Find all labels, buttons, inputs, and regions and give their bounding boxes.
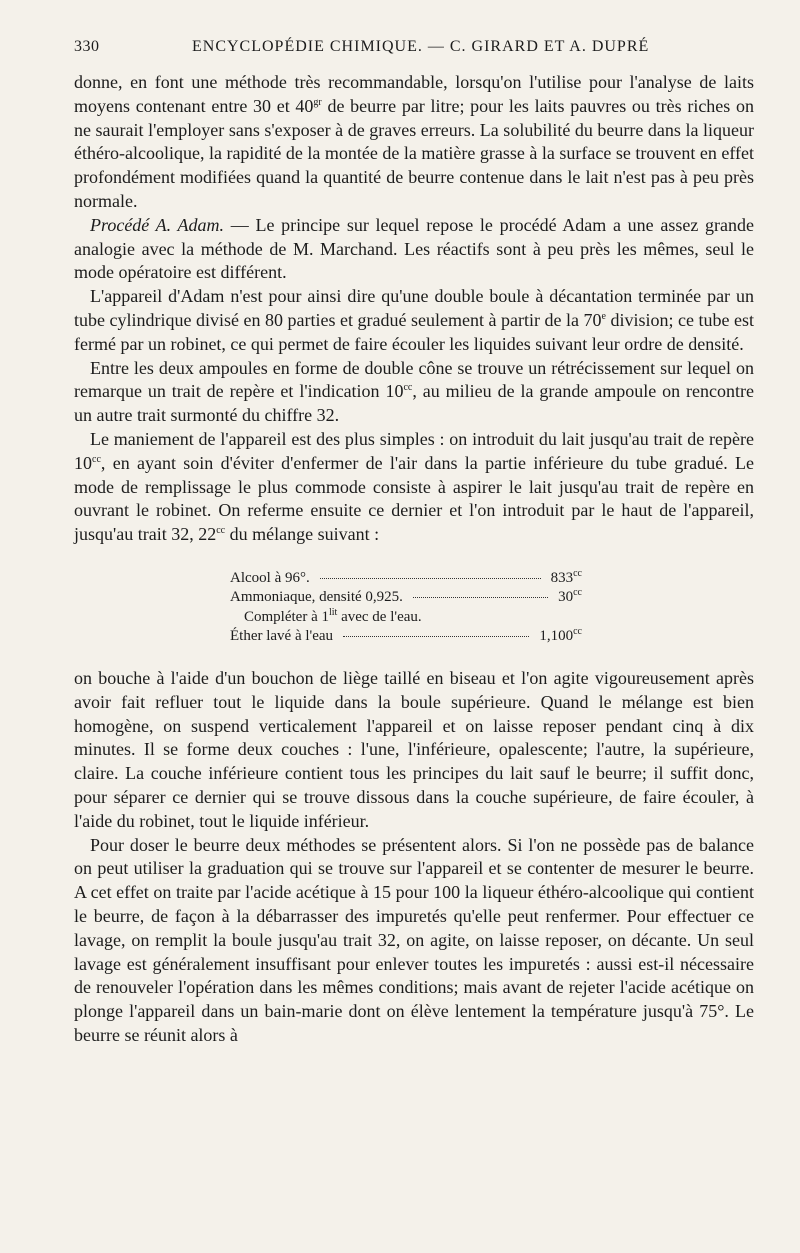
paragraph-5: Le maniement de l'appareil est des plus simples : on introduit du lait jusqu'au trait de repère $10^{cc}$, en ayant soin d'éviter d'enfermer de l'air dans la partie inférieure du tube gradué. Le mode de remplissage le plus commode consiste à aspirer le lait jusqu'au trait de repère en ouvrant le robinet. On referme ensuite ce dernier et l'on introduit par le haut de l'appareil, jusqu'au trait 32, $22^{cc}$ du mélange suivant : bbox=[74, 428, 754, 545]
page-body bbox=[74, 71, 754, 1048]
paragraph-1: donne, en font une méthode très recommandable, lorsqu'on l'utilise pour l'analyse de laits moyens contenant entre 30 et $40^{gr}$ de beurre par litre; pour les laits pauvres ou très riches on ne saurait l'employer sans s'exposer à de graves erreurs. La solubilité du beurre dans la liqueur éthéro-alcoolique, la rapidité de la montée de la matière grasse à la surface se trouvent en effet profondément modifiées quand la quantité de beurre contenue dans le lait n'est pas à peu près normale. bbox=[74, 72, 754, 211]
superscript-cc: cc bbox=[216, 525, 226, 537]
superscript-grams: gr bbox=[313, 96, 322, 108]
dot-leader bbox=[343, 636, 529, 637]
paragraph-3: L'appareil d'Adam n'est pour ainsi dire qu'une double boule à décantation terminée par un tube cylindrique divisé en 80 parties et gradué seulement à partir de la 70e division; ce tube est fermé par un robinet, ce qui permet de faire écouler les liquides suivant leur ordre de densité. bbox=[74, 286, 754, 354]
formula-row-ether: Éther lavé à l'eau 1,100$^{cc}$ bbox=[230, 626, 582, 645]
formula-row-ammonia: Ammoniaque, densité 0,925. $30^{cc}$ bbox=[230, 587, 582, 606]
reagent-mixture-list bbox=[230, 569, 582, 647]
dot-leader bbox=[320, 578, 541, 579]
section-heading-adam: Procédé A. Adam. bbox=[90, 214, 225, 235]
paragraph-4: Entre les deux ampoules en forme de double cône se trouve un rétrécissement sur lequel on remarque un trait de repère et l'indication $10^{cc}$, au milieu de la grande ampoule on rencontre un autre trait surmonté du chiffre 32. bbox=[74, 357, 754, 426]
paragraph-6: on bouche à l'aide d'un bouchon de liège taillé en biseau et l'on agite vigoureusement après avoir fait refluer tout le liquide dans la boule supérieure. Quand le mélange est bien homogène, on suspend verticalement l'appareil et on laisse reposer pendant cinq à dix minutes. Il se forme deux couches : l'une, l'inférieure, opalescente; l'autre, la supérieure, claire. La couche inférieure contient tous les principes du lait sauf le beurre; il suffit donc, pour séparer ce dernier qui se trouve dissous dans la couche supérieure, de faire écouler, à l'aide du robinet, tout le liquide inférieur. bbox=[74, 667, 754, 831]
running-head bbox=[74, 38, 754, 64]
superscript-cc: cc bbox=[403, 382, 413, 394]
dot-leader bbox=[413, 597, 548, 598]
superscript-cc: cc bbox=[92, 453, 101, 465]
paragraph-2: Procédé A. Adam. — Le principe sur lequel repose le procédé Adam a une assez grande analogie avec la méthode de M. Marchand. Les réactifs sont à peu près les mêmes, seul le mode opératoire est différent. bbox=[74, 214, 755, 283]
superscript-ordinal: e bbox=[601, 310, 606, 322]
paragraph-7: Pour doser le beurre deux méthodes se présentent alors. Si l'on ne possède pas de balance on peut utiliser la graduation qui se trouve sur l'appareil et se contenter de mesurer le beurre. A cet effet on traite par l'acide acétique à 15 pour 100 la liqueur éthéro-alcoolique qui contient le beurre, de façon à la débarrasser des impuretés qu'elle peut renfermer. Pour effectuer ce lavage, on remplit la boule jusqu'au trait 32, on agite, on laisse reposer, on décante. Un seul lavage est généralement insuffisant pour enlever toutes les impuretés : aussi est-il nécessaire de renouveler l'opération dans les mêmes conditions; mais avant de rejeter l'acide acétique on plonge l'appareil dans un bain-marie dont on élève lentement la température jusqu'à 75°. Le beurre se réunit alors à bbox=[74, 834, 754, 1045]
formula-instruction: Compléter à $1^{lit}$ avec de l'eau. bbox=[244, 606, 422, 625]
formula-row-alcohol: Alcool à 96°. $833^{cc}$ bbox=[230, 567, 582, 586]
running-head-title: ENCYCLOPÉDIE CHIMIQUE. — C. GIRARD ET A. DUPRÉ bbox=[192, 38, 650, 55]
page-number: 330 bbox=[74, 38, 100, 55]
